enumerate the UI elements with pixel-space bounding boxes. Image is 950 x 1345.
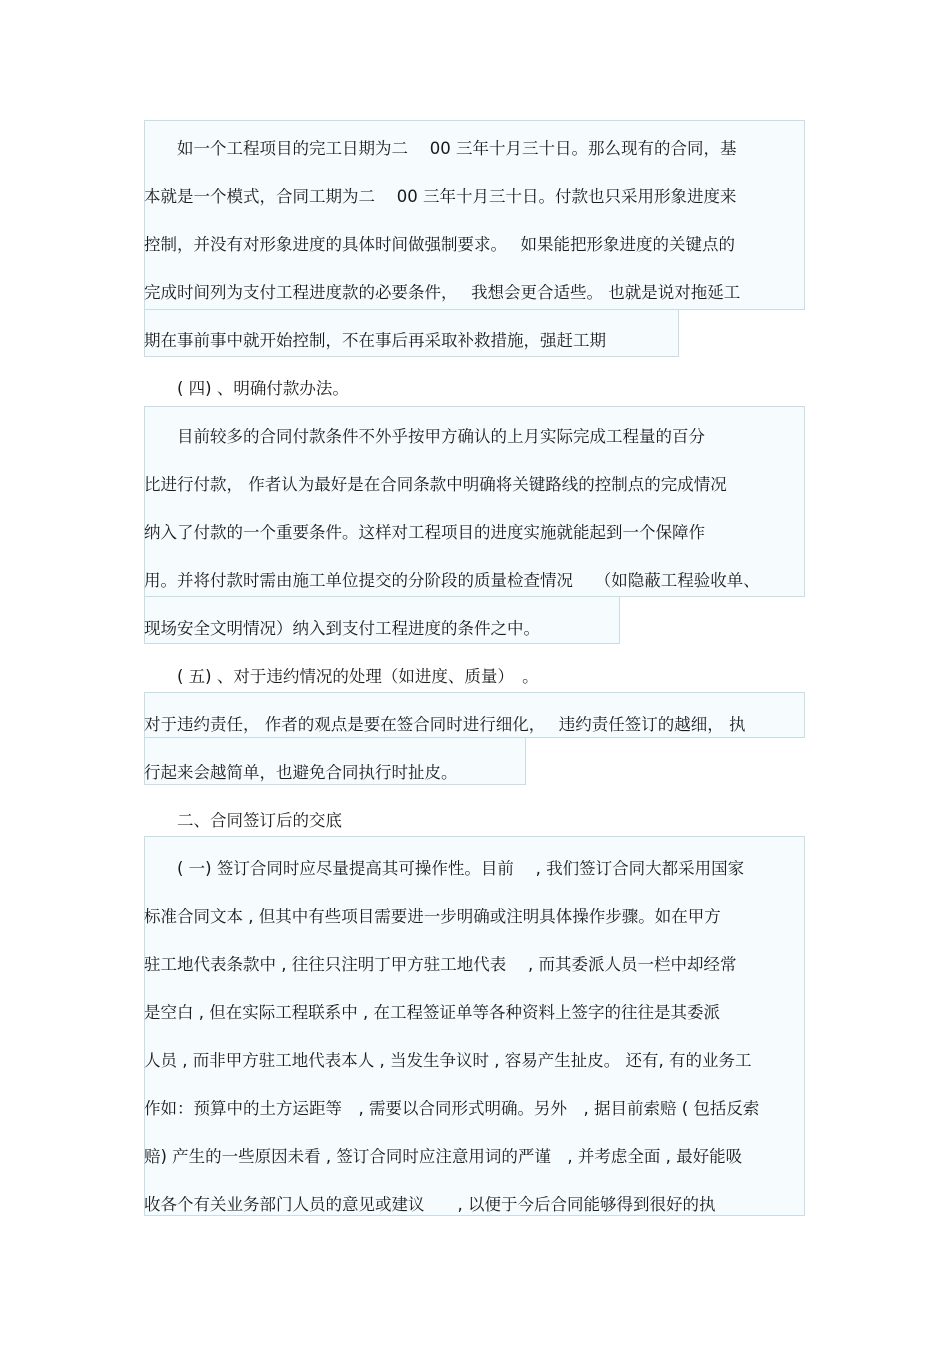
text-line: 本就是一个模式，合同工期为二 00 三年十月三十日。付款也只采用形象进度来	[144, 187, 737, 206]
text-line: 如一个工程项目的完工日期为二 00 三年十月三十日。那么现有的合同，基	[144, 139, 737, 158]
text-line: 控制，并没有对形象进度的具体时间做强制要求。 如果能把形象进度的关键点的	[144, 235, 735, 254]
text-line: 纳入了付款的一个重要条件。这样对工程项目的进度实施就能起到一个保障作	[144, 523, 705, 542]
text-line: 对于违约责任， 作者的观点是要在签合同时进行细化， 违约责任签订的越细， 执	[144, 715, 746, 734]
text-line: 作如：预算中的土方运距等 , 需要以合同形式明确。另外 , 据目前索赔 ( 包括反索	[144, 1099, 760, 1118]
section-heading: ( 五) 、对于违约情况的处理（如进度、质量） 。	[144, 667, 539, 686]
text-line: ( 一) 签订合同时应尽量提高其可操作性。目前 , 我们签订合同大都采用国家	[144, 859, 745, 878]
text-line: 用。并将付款时需由施工单位提交的分阶段的质量检查情况 （如隐蔽工程验收单、	[144, 571, 760, 590]
text-line: 完成时间列为支付工程进度款的必要条件， 我想会更合适些。 也就是说对拖延工	[144, 283, 741, 302]
text-line: 目前较多的合同付款条件不外乎按甲方确认的上月实际完成工程量的百分	[144, 427, 705, 446]
text-line: 标准合同文本 , 但其中有些项目需要进一步明确或注明具体操作步骤。如在甲方	[144, 907, 721, 926]
text-line: 比进行付款， 作者认为最好是在合同条款中明确将关键路线的控制点的完成情况	[144, 475, 727, 494]
text-line: 收各个有关业务部门人员的意见或建议 , 以便于今后合同能够得到很好的执	[144, 1195, 716, 1214]
section-heading: 二、合同签订后的交底	[144, 811, 342, 830]
text-line: 驻工地代表条款中 , 往往只注明丁甲方驻工地代表 , 而其委派人员一栏中却经常	[144, 955, 737, 974]
section-heading: ( 四) 、明确付款办法。	[144, 379, 349, 398]
text-line: 赔) 产生的一些原因未看 , 签订合同时应注意用词的严谨 , 并考虑全面 , 最好能吸	[144, 1147, 743, 1166]
text-line: 是空白 , 但在实际工程联系中 , 在工程签证单等各种资料上签字的往往是其委派	[144, 1003, 720, 1022]
text-line: 行起来会越简单，也避免合同执行时扯皮。	[144, 763, 458, 782]
text-line: 人员 , 而非甲方驻工地代表本人 , 当发生争议时 , 容易产生扯皮。 还有, 有的业务工	[144, 1051, 752, 1070]
text-line: 期在事前事中就开始控制，不在事后再采取补救措施，强赶工期	[144, 331, 606, 350]
text-line: 现场安全文明情况）纳入到支付工程进度的条件之中。	[144, 619, 540, 638]
